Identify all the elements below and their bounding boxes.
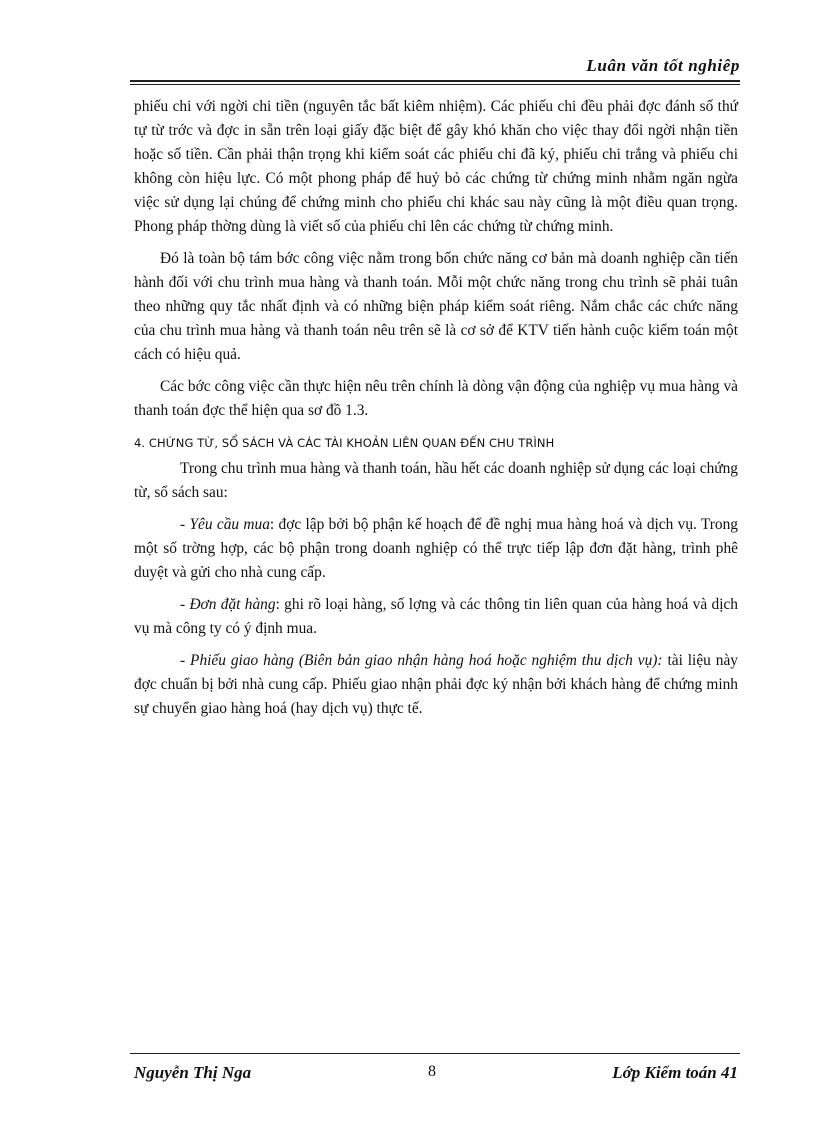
page-body bbox=[134, 95, 738, 729]
header-rule-thin bbox=[130, 84, 740, 85]
paragraph-intro: Trong chu trình mua hàng và thanh toán, hầu hết các doanh nghiệp sử dụng các loại chứng từ, sổ sách sau: bbox=[134, 460, 738, 501]
paragraph-summary: Đó là toàn bộ tám bớc công việc nằm trong bốn chức năng cơ bản mà doanh nghiệp cần tiến hành đối với chu trình mua hàng và thanh toán. Mỗi một chức năng trong chu trình sẽ phải tuân theo những quy tắc nhất định và có những biện pháp kiểm soát riêng. Nắm chắc các chức năng của chu trình mua hàng và thanh toán nêu trên sẽ là cơ sở để KTV tiến hành cuộc kiểm toán một cách có hiệu quả. bbox=[134, 250, 738, 363]
running-header-title: Luân văn tốt nghiêp bbox=[586, 56, 740, 75]
footer-author: Nguyễn Thị Nga bbox=[134, 1063, 252, 1082]
list-item-purchase-request bbox=[134, 513, 738, 585]
text-purchase-request: : đợc lập bởi bộ phận kế hoạch để đề nghị mua hàng hoá và dịch vụ. Trong một số trờng hợp, các bộ phận trong doanh nghiệp có thể trực tiếp lập đơn đặt hàng, trình phê duyệt và gửi cho nhà cung cấp. bbox=[134, 516, 739, 581]
term-purchase-order: - Đơn đặt hàng bbox=[180, 596, 276, 613]
page-number: 8 bbox=[428, 1063, 436, 1080]
term-delivery-note: - Phiếu giao hàng (Biên bản giao nhận hàng hoá hoặc nghiệm thu dịch vụ): bbox=[180, 652, 663, 669]
section-heading: 4. CHỨNG TỪ, SỔ SÁCH VÀ CÁC TÀI KHOẢN LIÊN QUAN ĐẾN CHU TRÌNH bbox=[134, 436, 555, 450]
text-delivery-note: tài liệu này đợc chuẩn bị bởi nhà cung cấp. Phiếu giao nhận phải đợc ký nhận bởi khách hàng để chứng minh sự chuyển giao hàng hoá (hay dịch vụ) thực tế. bbox=[134, 652, 738, 717]
footer-rule bbox=[130, 1053, 740, 1054]
list-item-delivery-note bbox=[134, 649, 738, 721]
paragraph-continued: phiếu chi với ngời chi tiền (nguyên tắc bất kiêm nhiệm). Các phiếu chi đều phải đợc đánh số thứ tự từ trớc và đợc in sẵn trên loại giấy đặc biệt để gây khó khăn cho việc thay đổi ngời nhận tiền hoặc số tiền. Cần phải thận trọng khi kiểm soát các phiếu chi đã ký, phiếu chi trắng và phiếu chi không còn hiệu lực. Có một phong pháp để huỷ bỏ các chứng từ chứng minh nhằm ngăn ngừa việc sử dụng lại chúng để chứng minh cho phiếu chi khác sau này cũng là một điều quan trọng. Phong pháp thờng dùng là viết số của phiếu chi lên các chứng từ chứng minh. bbox=[134, 98, 738, 235]
header-rule bbox=[130, 80, 740, 82]
paragraph-steps: Các bớc công việc cần thực hiện nêu trên chính là dòng vận động của nghiệp vụ mua hàng và thanh toán đợc thể hiện qua sơ đồ 1.3. bbox=[134, 378, 738, 419]
footer-class: Lớp Kiểm toán 41 bbox=[612, 1063, 738, 1082]
text-purchase-order: : ghi rõ loại hàng, số lợng và các thông tin liên quan của hàng hoá và dịch vụ mà công ty có ý định mua. bbox=[134, 596, 738, 637]
term-purchase-request: - Yêu cầu mua bbox=[180, 516, 270, 533]
list-item-purchase-order bbox=[134, 593, 738, 641]
